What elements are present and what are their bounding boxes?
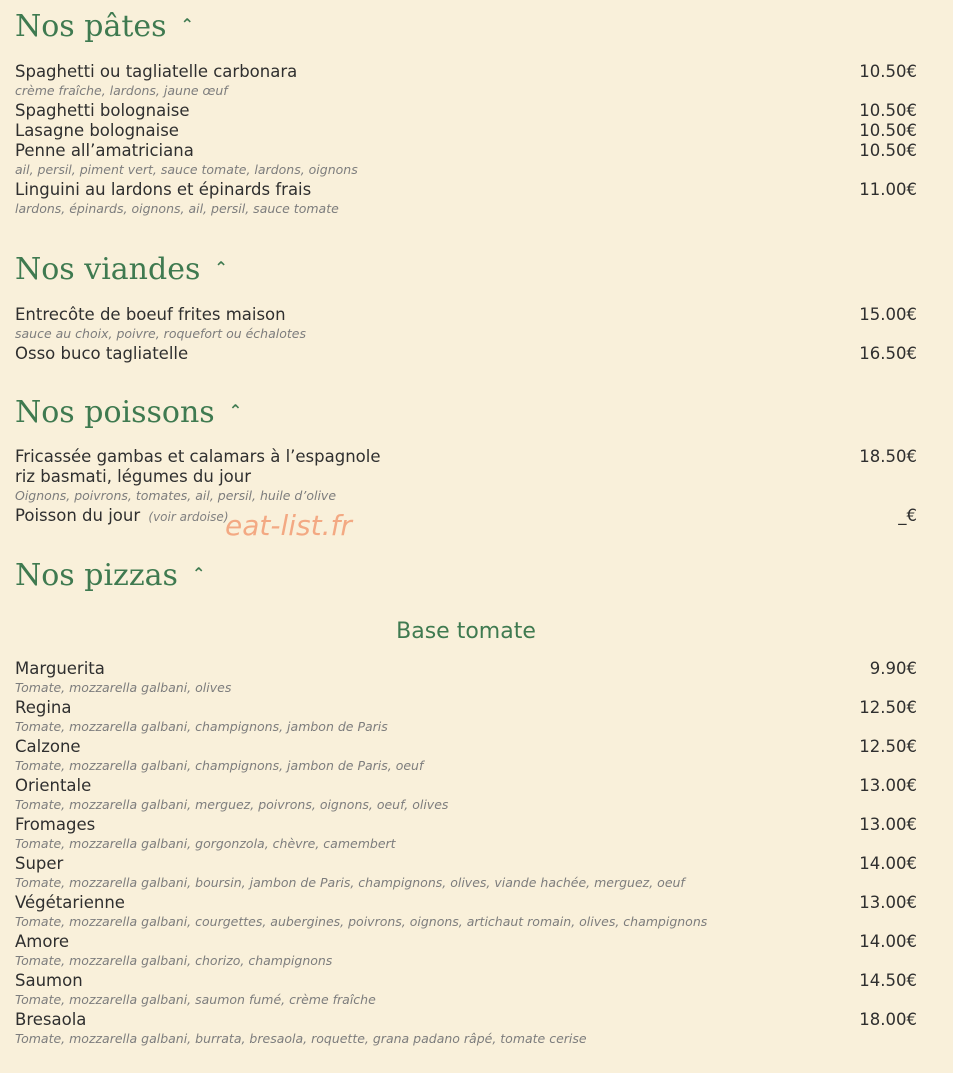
item-description: lardons, épinards, oignons, ail, persil, sauce tomate: [15, 201, 339, 216]
menu-item: [15, 659, 917, 698]
menu-item: [15, 180, 917, 219]
item-price: 13.00€: [859, 776, 917, 795]
item-name-line2: riz basmati, légumes du jour: [15, 467, 252, 486]
menu-item: [15, 815, 917, 854]
item-name: Orientale: [15, 776, 92, 795]
item-description: ail, persil, piment vert, sauce tomate, lardons, oignons: [15, 162, 358, 177]
subheading-base-tomate: Base tomate: [396, 619, 536, 644]
caret-up-icon[interactable]: ⌃: [228, 401, 243, 420]
item-list: [15, 62, 917, 219]
item-price: 12.50€: [859, 737, 917, 756]
item-description: Tomate, mozzarella galbani, burrata, bresaola, roquette, grana padano râpé, tomate cerise: [15, 1031, 587, 1046]
menu-item: [15, 305, 917, 344]
item-price: 12.50€: [859, 698, 917, 717]
item-note: (voir ardoise): [148, 510, 229, 524]
section-title-text: Nos viandes: [15, 252, 201, 287]
menu-item: [15, 447, 917, 506]
item-name: Fricassée gambas et calamars à l’espagnole: [15, 447, 381, 466]
item-price: 10.50€: [859, 141, 917, 160]
menu-item: [15, 776, 917, 815]
section-title-poissons[interactable]: [15, 392, 917, 434]
item-description: crème fraîche, lardons, jaune œuf: [15, 83, 228, 98]
item-name: Lasagne bolognaise: [15, 121, 179, 140]
menu-item: [15, 893, 917, 932]
section-title-text: Nos pizzas: [15, 558, 178, 593]
item-price: 13.00€: [859, 815, 917, 834]
item-price: 9.90€: [869, 659, 917, 678]
item-description: Tomate, mozzarella galbani, merguez, poivrons, oignons, oeuf, olives: [15, 797, 449, 812]
section-pizzas: [15, 555, 917, 1049]
menu-item: [15, 854, 917, 893]
item-price: 14.00€: [859, 932, 917, 951]
item-name: Spaghetti ou tagliatelle carbonara: [15, 62, 298, 81]
item-name: Spaghetti bolognaise: [15, 101, 190, 120]
menu-item: [15, 344, 917, 364]
item-list: [15, 659, 917, 1049]
item-price: 11.00€: [859, 180, 917, 199]
item-price: 16.50€: [859, 344, 917, 363]
menu-item: [15, 1010, 917, 1049]
caret-up-icon[interactable]: ⌃: [180, 15, 194, 34]
item-price: 15.00€: [859, 305, 917, 324]
menu-item: [15, 506, 917, 527]
menu-item: [15, 971, 917, 1010]
item-name: Poisson du jour: [15, 506, 141, 525]
item-name: Calzone: [15, 737, 81, 756]
item-price: 14.00€: [859, 854, 917, 873]
item-description: Tomate, mozzarella galbani, champignons, jambon de Paris, oeuf: [15, 758, 424, 773]
section-title-text: Nos pâtes: [15, 9, 167, 44]
menu-item: [15, 737, 917, 776]
section-poissons: [15, 392, 917, 527]
watermark: eat-list.fr: [225, 509, 352, 542]
menu-item: [15, 141, 917, 180]
item-price: 10.50€: [859, 62, 917, 81]
item-name: Regina: [15, 698, 72, 717]
section-pates: [15, 6, 917, 219]
item-price: 13.00€: [859, 893, 917, 912]
caret-up-icon[interactable]: ⌃: [214, 258, 228, 277]
item-description: Tomate, mozzarella galbani, gorgonzola, chèvre, camembert: [15, 836, 396, 851]
item-description: Oignons, poivrons, tomates, ail, persil, huile d’olive: [15, 488, 337, 503]
section-viandes: [15, 249, 917, 364]
item-price: 10.50€: [859, 121, 917, 140]
item-name: Osso buco tagliatelle: [15, 344, 189, 363]
menu-item: [15, 698, 917, 737]
item-name: Végétarienne: [15, 893, 125, 912]
item-name: Linguini au lardons et épinards frais: [15, 180, 312, 199]
item-name: Marguerita: [15, 659, 105, 678]
item-name: Saumon: [15, 971, 83, 990]
item-description: Tomate, mozzarella galbani, olives: [15, 680, 232, 695]
item-price: 18.50€: [859, 447, 917, 466]
item-description: Tomate, mozzarella galbani, chorizo, champignons: [15, 953, 333, 968]
item-price: 10.50€: [859, 101, 917, 120]
menu-item: [15, 121, 917, 141]
menu-item: [15, 101, 917, 121]
item-name: Fromages: [15, 815, 96, 834]
item-description: Tomate, mozzarella galbani, saumon fumé, crème fraîche: [15, 992, 376, 1007]
menu-item: [15, 932, 917, 971]
item-price: 14.50€: [859, 971, 917, 990]
item-list: [15, 305, 917, 364]
item-name: Amore: [15, 932, 70, 951]
menu-item: [15, 62, 917, 101]
item-description: Tomate, mozzarella galbani, boursin, jambon de Paris, champignons, olives, viande hachée, merguez, oeuf: [15, 875, 685, 890]
item-description: Tomate, mozzarella galbani, champignons, jambon de Paris: [15, 719, 388, 734]
item-description: sauce au choix, poivre, roquefort ou échalotes: [15, 326, 306, 341]
section-title-pizzas[interactable]: [15, 555, 917, 597]
item-name: Entrecôte de boeuf frites maison: [15, 305, 286, 324]
item-price: _€: [898, 506, 917, 525]
section-title-text: Nos poissons: [15, 395, 215, 430]
item-name: Super: [15, 854, 64, 873]
item-name: Penne all’amatriciana: [15, 141, 194, 160]
section-title-pates[interactable]: [15, 6, 917, 48]
caret-up-icon[interactable]: ⌃: [191, 564, 206, 583]
item-description: Tomate, mozzarella galbani, courgettes, aubergines, poivrons, oignons, artichaut romain, olives, champignons: [15, 914, 708, 929]
item-list: [15, 447, 917, 527]
item-price: 18.00€: [859, 1010, 917, 1029]
item-name: Bresaola: [15, 1010, 87, 1029]
section-title-viandes[interactable]: [15, 249, 917, 291]
